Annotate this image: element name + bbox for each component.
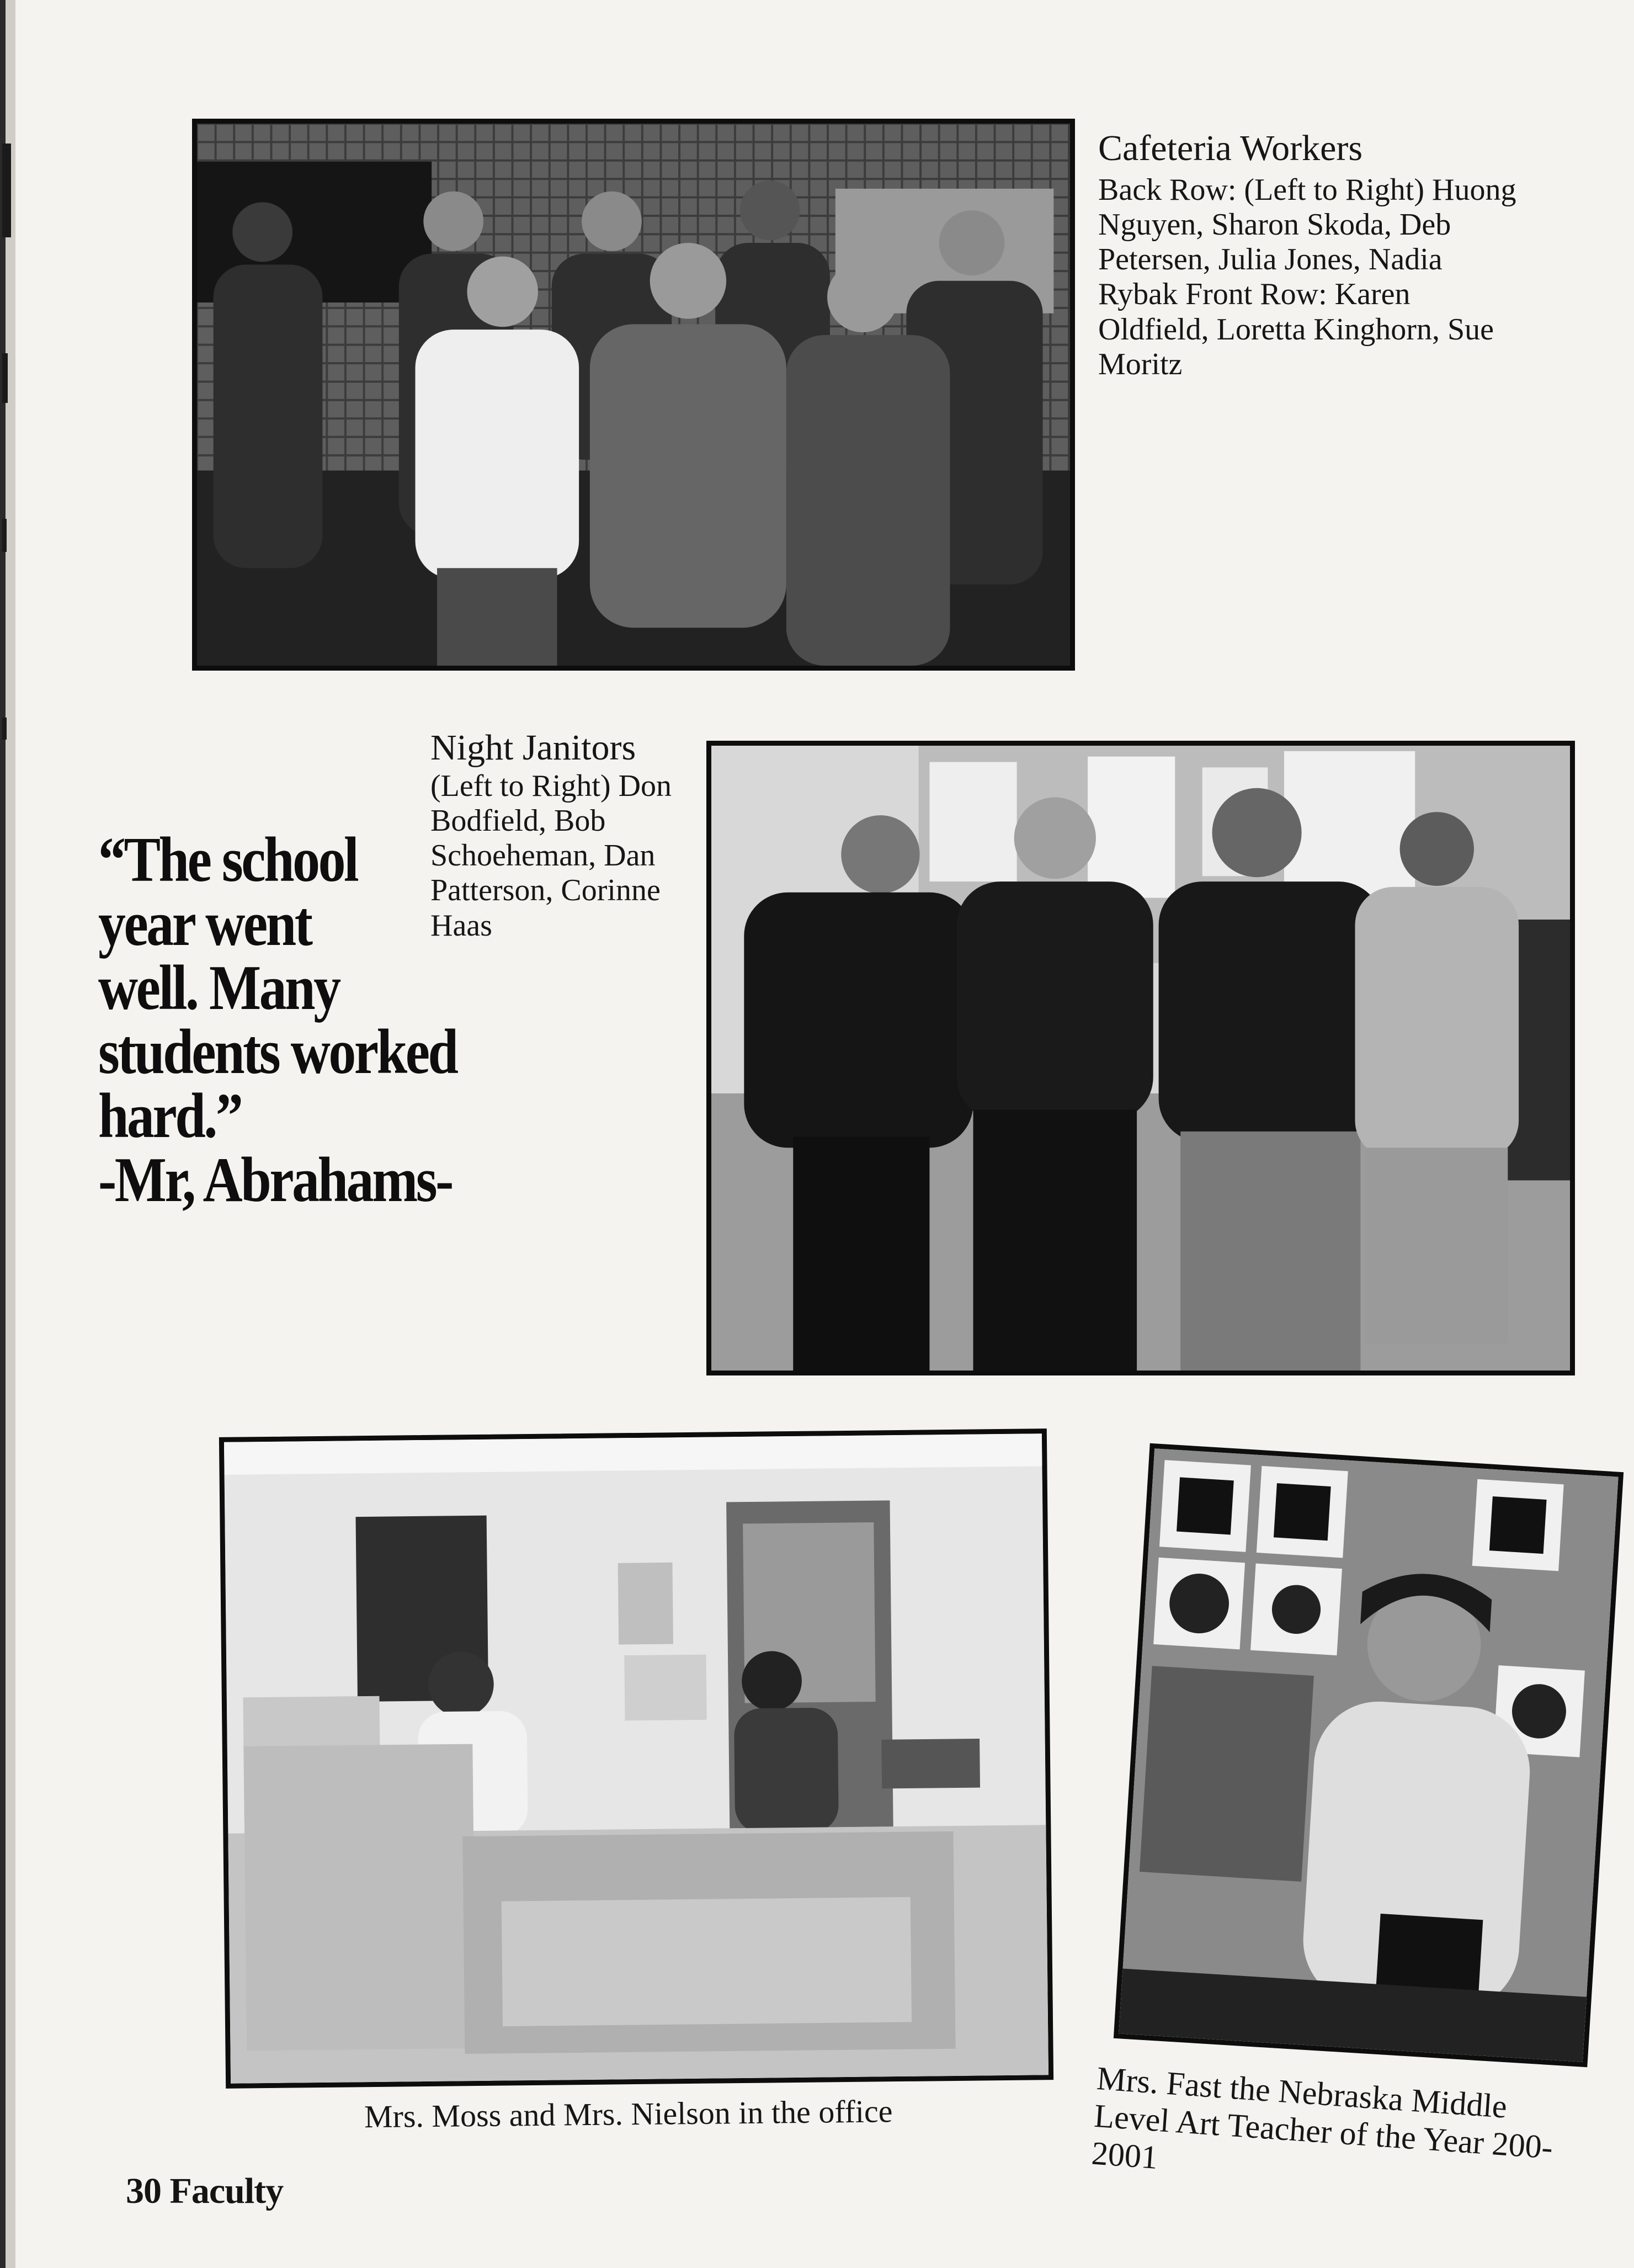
cafeteria-caption [1098,128,1529,382]
edge-mark [2,353,8,403]
office-photo [219,1428,1053,2089]
cafeteria-names: Back Row: (Left to Right) Huong Nguyen, Sharon Skoda, Deb Petersen, Julia Jones, Nadia Rybak Front Row: Karen Oldfield, Loretta Kinghorn, Sue Moritz [1098,172,1516,381]
edge-mark [2,519,7,552]
night-janitors-photo [706,741,1575,1375]
cafeteria-workers-photo [192,119,1075,671]
janitors-title: Night Janitors [430,727,636,768]
janitors-caption [430,727,706,943]
page-footer: 30 Faculty [126,2171,284,2211]
quote-line: “The school [98,825,358,895]
pull-quote [98,825,459,1215]
cafeteria-title: Cafeteria Workers [1098,128,1363,168]
edge-mark [2,718,7,740]
art-teacher-photo [1114,1443,1624,2067]
edge-mark [2,144,11,237]
art-teacher-caption: Mrs. Fast the Nebraska Middle Level Art Teacher of the Year 200-2001 [1090,2060,1554,2176]
quote-line: students worked [98,1017,457,1087]
janitors-names: (Left to Right) Don Bodfield, Bob Schoeheman, Dan Patterson, Corinne Haas [430,768,672,943]
binding-edge [0,0,15,2268]
quote-line: well. Many [98,953,339,1023]
quote-line: year went [98,889,311,959]
quote-line: hard.” [98,1081,242,1151]
office-caption: Mrs. Moss and Mrs. Nielson in the office [364,2093,893,2135]
quote-attribution: -Mr, Abrahams- [98,1145,452,1215]
